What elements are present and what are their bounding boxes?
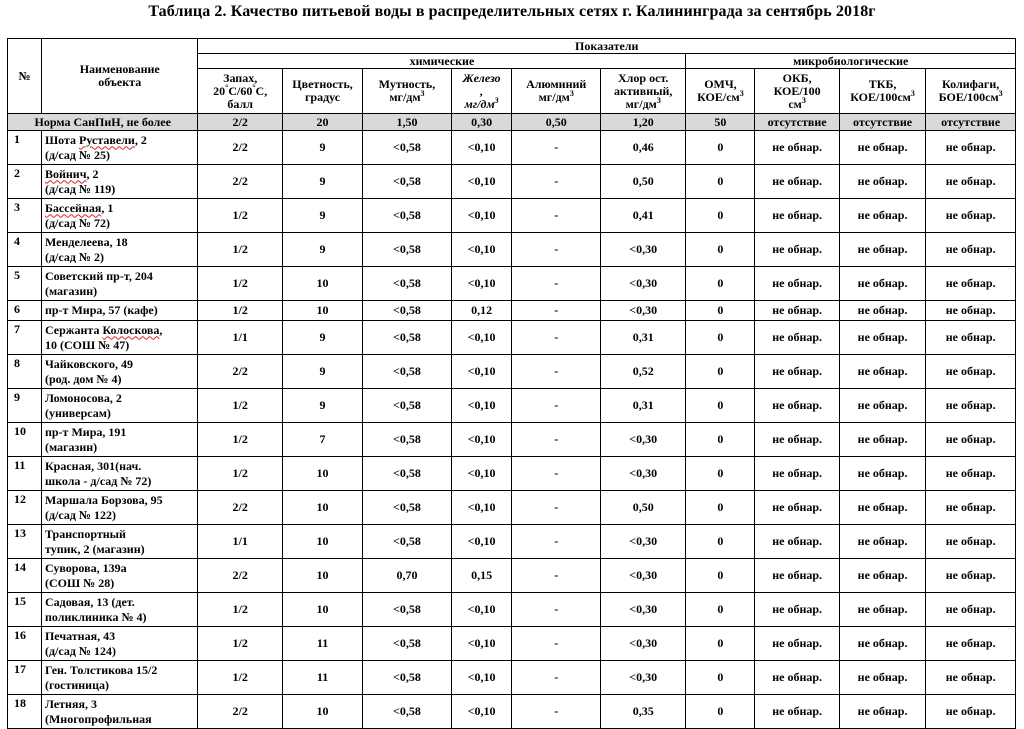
cell-value: 0: [686, 593, 755, 627]
header-indicators: Показатели: [198, 39, 1016, 54]
row-number: 15: [8, 593, 42, 627]
cell-value: <0,58: [363, 627, 452, 661]
norm-value: 1,50: [363, 114, 452, 131]
cell-value: не обнар.: [755, 491, 839, 525]
object-name-line2: школа - д/сад № 72): [44, 473, 152, 488]
cell-value: <0,58: [363, 267, 452, 301]
cell-value: 7: [282, 423, 362, 457]
cell-value: <0,10: [451, 321, 512, 355]
table-row: [8, 457, 1016, 491]
cell-value: 11: [282, 661, 362, 695]
header-turbidity: Мутность, $мг/дм^3$: [363, 69, 452, 114]
row-number: 4: [8, 233, 42, 267]
cell-value: 1/1: [198, 321, 282, 355]
cell-value: не обнар.: [839, 695, 925, 729]
object-name: [41, 423, 198, 457]
cell-value: <0,58: [363, 233, 452, 267]
cell-value: 0,50: [600, 165, 685, 199]
cell-value: 10: [282, 491, 362, 525]
object-name: [41, 559, 198, 593]
cell-value: <0,10: [451, 355, 512, 389]
cell-value: не обнар.: [839, 593, 925, 627]
object-name-line1: Ломоносова, 2: [44, 390, 122, 405]
row-number: 13: [8, 525, 42, 559]
cell-value: <0,10: [451, 423, 512, 457]
cell-value: не обнар.: [926, 131, 1016, 165]
water-quality-table: [7, 38, 1016, 729]
object-name-line1: Советский пр-т, 204: [44, 268, 153, 283]
cell-value: не обнар.: [839, 423, 925, 457]
table-row: [8, 131, 1016, 165]
cell-value: 1/2: [198, 233, 282, 267]
cell-value: не обнар.: [839, 165, 925, 199]
cell-value: <0,30: [600, 233, 685, 267]
cell-value: 0: [686, 355, 755, 389]
cell-value: 9: [282, 165, 362, 199]
header-coliphages: Колифаги, БОЕ/$100см^3$: [926, 69, 1016, 114]
cell-value: -: [512, 233, 601, 267]
cell-value: <0,10: [451, 593, 512, 627]
cell-value: 1/2: [198, 457, 282, 491]
cell-value: 0: [686, 525, 755, 559]
cell-value: 0: [686, 491, 755, 525]
cell-value: не обнар.: [839, 355, 925, 389]
cell-value: не обнар.: [926, 321, 1016, 355]
table-row: [8, 593, 1016, 627]
norm-value: 0,50: [512, 114, 601, 131]
cell-value: 10: [282, 559, 362, 593]
cell-value: <0,10: [451, 199, 512, 233]
cell-value: 0,50: [600, 491, 685, 525]
cell-value: <0,58: [363, 389, 452, 423]
cell-value: не обнар.: [755, 301, 839, 321]
header-object-name: Наименование объекта: [41, 39, 198, 114]
cell-value: -: [512, 695, 601, 729]
object-name-line2: (СОШ № 28): [44, 575, 115, 590]
cell-value: не обнар.: [755, 593, 839, 627]
cell-value: 0,70: [363, 559, 452, 593]
table-row: [8, 627, 1016, 661]
cell-value: -: [512, 423, 601, 457]
cell-value: <0,58: [363, 301, 452, 321]
cell-value: <0,58: [363, 355, 452, 389]
object-name: [41, 165, 198, 199]
row-number: 6: [8, 301, 42, 321]
row-number: 11: [8, 457, 42, 491]
cell-value: <0,58: [363, 199, 452, 233]
cell-value: не обнар.: [926, 457, 1016, 491]
cell-value: <0,10: [451, 491, 512, 525]
cell-value: <0,10: [451, 165, 512, 199]
object-name: [41, 321, 198, 355]
cell-value: <0,58: [363, 165, 452, 199]
cell-value: -: [512, 165, 601, 199]
row-number: 8: [8, 355, 42, 389]
cell-value: 0: [686, 267, 755, 301]
cell-value: 0: [686, 321, 755, 355]
cell-value: <0,30: [600, 301, 685, 321]
cell-value: не обнар.: [926, 661, 1016, 695]
cell-value: 2/2: [198, 559, 282, 593]
header-chlorine: Хлор ост. активный, $мг/дм^3$: [600, 69, 685, 114]
cell-value: не обнар.: [926, 593, 1016, 627]
object-name-line2: (гостиница): [44, 677, 109, 692]
object-name-line1: Менделеева, 18: [44, 234, 128, 249]
object-name-line2: 10 (СОШ № 47): [44, 337, 130, 352]
object-name: [41, 695, 198, 729]
table-row: [8, 233, 1016, 267]
cell-value: <0,10: [451, 525, 512, 559]
object-name: [41, 627, 198, 661]
table-row: [8, 355, 1016, 389]
cell-value: 0,46: [600, 131, 685, 165]
norm-value: 2/2: [198, 114, 282, 131]
cell-value: -: [512, 131, 601, 165]
object-name-line1: пр-т Мира, 191: [44, 424, 127, 439]
header-num: №: [8, 39, 42, 114]
norm-value: отсутствие: [839, 114, 925, 131]
cell-value: 1/2: [198, 199, 282, 233]
cell-value: 9: [282, 389, 362, 423]
cell-value: не обнар.: [839, 525, 925, 559]
norm-value: 0,30: [451, 114, 512, 131]
cell-value: не обнар.: [755, 559, 839, 593]
header-tkb: ТКБ, КОЕ/$100см^3$: [839, 69, 925, 114]
cell-value: 10: [282, 593, 362, 627]
cell-value: 1/2: [198, 267, 282, 301]
cell-value: 9: [282, 233, 362, 267]
object-name-line1: Ген. Толстикова 15/2: [44, 662, 158, 677]
norm-value: 1,20: [600, 114, 685, 131]
cell-value: 10: [282, 267, 362, 301]
object-name-line1: Красная, 301(нач.: [44, 458, 142, 473]
cell-value: 11: [282, 627, 362, 661]
cell-value: не обнар.: [926, 165, 1016, 199]
cell-value: 0: [686, 199, 755, 233]
cell-value: 0: [686, 301, 755, 321]
cell-value: -: [512, 627, 601, 661]
object-name-line1: Чайковского, 49: [44, 356, 134, 371]
cell-value: -: [512, 525, 601, 559]
cell-value: 2/2: [198, 491, 282, 525]
cell-value: 0,31: [600, 321, 685, 355]
object-name-line2: (Многопрофильная: [44, 711, 152, 726]
cell-value: 2/2: [198, 165, 282, 199]
cell-value: не обнар.: [839, 321, 925, 355]
cell-value: 1/2: [198, 593, 282, 627]
cell-value: 0,15: [451, 559, 512, 593]
cell-value: <0,10: [451, 661, 512, 695]
cell-value: <0,30: [600, 525, 685, 559]
cell-value: не обнар.: [926, 355, 1016, 389]
cell-value: не обнар.: [839, 267, 925, 301]
object-name: [41, 355, 198, 389]
cell-value: 0: [686, 661, 755, 695]
row-number: 1: [8, 131, 42, 165]
table-row: [8, 423, 1016, 457]
header-aluminium: Алюминий $мг/дм^3$: [512, 69, 601, 114]
row-number: 9: [8, 389, 42, 423]
cell-value: 9: [282, 321, 362, 355]
cell-value: <0,58: [363, 321, 452, 355]
cell-value: не обнар.: [755, 165, 839, 199]
cell-value: 1/1: [198, 525, 282, 559]
norm-row: [8, 114, 1016, 131]
cell-value: <0,30: [600, 423, 685, 457]
cell-value: -: [512, 457, 601, 491]
cell-value: 10: [282, 457, 362, 491]
norm-label: Норма СанПиН, не более: [8, 114, 198, 131]
row-number: 14: [8, 559, 42, 593]
cell-value: не обнар.: [926, 199, 1016, 233]
cell-value: не обнар.: [755, 233, 839, 267]
cell-value: не обнар.: [926, 423, 1016, 457]
object-name-line2: (д/сад № 122): [44, 507, 116, 522]
cell-value: не обнар.: [839, 389, 925, 423]
cell-value: <0,58: [363, 457, 452, 491]
table-row: [8, 321, 1016, 355]
cell-value: <0,30: [600, 457, 685, 491]
cell-value: <0,30: [600, 593, 685, 627]
object-name-line2: поликлиника № 4): [44, 609, 147, 624]
cell-value: не обнар.: [755, 661, 839, 695]
cell-value: не обнар.: [926, 233, 1016, 267]
cell-value: 1/2: [198, 301, 282, 321]
cell-value: <0,30: [600, 661, 685, 695]
cell-value: не обнар.: [755, 627, 839, 661]
header-smell: Запах, 20°C/60°C, балл: [198, 69, 282, 114]
cell-value: <0,10: [451, 457, 512, 491]
object-name-line2: (д/сад № 119): [44, 181, 116, 196]
cell-value: -: [512, 593, 601, 627]
header-okb: ОКБ, КОЕ/100 $см^3$: [755, 69, 839, 114]
cell-value: <0,10: [451, 389, 512, 423]
cell-value: не обнар.: [755, 267, 839, 301]
cell-value: не обнар.: [755, 525, 839, 559]
table-row: [8, 267, 1016, 301]
cell-value: 0,12: [451, 301, 512, 321]
cell-value: -: [512, 267, 601, 301]
object-name-line1: Печатная, 43: [44, 628, 116, 643]
object-name-line2: (магазин): [44, 283, 98, 298]
object-name-line1: Войнич, 2: [44, 166, 99, 181]
cell-value: <0,30: [600, 559, 685, 593]
cell-value: <0,58: [363, 525, 452, 559]
cell-value: не обнар.: [926, 559, 1016, 593]
cell-value: не обнар.: [926, 267, 1016, 301]
table-row: [8, 661, 1016, 695]
cell-value: <0,58: [363, 695, 452, 729]
cell-value: не обнар.: [755, 199, 839, 233]
cell-value: <0,58: [363, 661, 452, 695]
table-row: [8, 695, 1016, 729]
object-name-line1: Сержанта Колоскова,: [44, 322, 163, 337]
header-iron: Железо , $мг/дм^3$: [451, 69, 512, 114]
table-row: [8, 165, 1016, 199]
cell-value: <0,30: [600, 267, 685, 301]
cell-value: не обнар.: [839, 131, 925, 165]
cell-value: <0,58: [363, 131, 452, 165]
object-name: [41, 491, 198, 525]
cell-value: -: [512, 661, 601, 695]
cell-value: 2/2: [198, 695, 282, 729]
object-name: [41, 593, 198, 627]
object-name-line2: (универсам): [44, 405, 111, 420]
object-name-line1: пр-т Мира, 57 (кафе): [44, 303, 158, 317]
cell-value: не обнар.: [839, 199, 925, 233]
cell-value: 0: [686, 165, 755, 199]
norm-value: отсутствие: [755, 114, 839, 131]
cell-value: не обнар.: [755, 389, 839, 423]
row-number: 7: [8, 321, 42, 355]
cell-value: 10: [282, 301, 362, 321]
cell-value: 0: [686, 233, 755, 267]
object-name-line2: (д/сад № 2): [44, 249, 104, 264]
cell-value: 0: [686, 131, 755, 165]
cell-value: не обнар.: [839, 457, 925, 491]
cell-value: 0,41: [600, 199, 685, 233]
cell-value: не обнар.: [926, 301, 1016, 321]
cell-value: -: [512, 199, 601, 233]
object-name: [41, 525, 198, 559]
cell-value: 2/2: [198, 131, 282, 165]
cell-value: 0: [686, 457, 755, 491]
row-number: 2: [8, 165, 42, 199]
object-name-line1: Бассейная, 1: [44, 200, 114, 215]
cell-value: -: [512, 559, 601, 593]
cell-value: не обнар.: [755, 131, 839, 165]
norm-value: 50: [686, 114, 755, 131]
object-name: [41, 233, 198, 267]
object-name-line1: Летняя, 3: [44, 696, 97, 711]
cell-value: <0,10: [451, 131, 512, 165]
cell-value: 10: [282, 695, 362, 729]
object-name-line2: (д/сад № 124): [44, 643, 116, 658]
object-name: [41, 457, 198, 491]
cell-value: 0,35: [600, 695, 685, 729]
cell-value: 2/2: [198, 355, 282, 389]
cell-value: 0,31: [600, 389, 685, 423]
cell-value: 0,52: [600, 355, 685, 389]
table-row: [8, 525, 1016, 559]
object-name-line1: Транспортный: [44, 526, 126, 541]
object-name-line2: (род. дом № 4): [44, 371, 122, 386]
header-color: Цветность, градус: [282, 69, 362, 114]
cell-value: <0,10: [451, 627, 512, 661]
cell-value: не обнар.: [755, 695, 839, 729]
cell-value: не обнар.: [839, 233, 925, 267]
cell-value: 1/2: [198, 627, 282, 661]
cell-value: не обнар.: [755, 321, 839, 355]
cell-value: не обнар.: [926, 491, 1016, 525]
cell-value: <0,30: [600, 627, 685, 661]
header-omch: ОМЧ, КОЕ/$см^3$: [686, 69, 755, 114]
cell-value: 0: [686, 423, 755, 457]
cell-value: не обнар.: [755, 457, 839, 491]
cell-value: не обнар.: [839, 301, 925, 321]
cell-value: не обнар.: [926, 627, 1016, 661]
norm-value: отсутствие: [926, 114, 1016, 131]
row-number: 17: [8, 661, 42, 695]
cell-value: 1/2: [198, 661, 282, 695]
cell-value: 0: [686, 627, 755, 661]
cell-value: <0,58: [363, 593, 452, 627]
cell-value: -: [512, 491, 601, 525]
table-title: Таблица 2. Качество питьевой воды в распределительных сетях г. Калининграда за сентябрь 2018г: [148, 3, 876, 20]
object-name-line1: Шота Руставели, 2: [44, 132, 147, 147]
object-name: [41, 131, 198, 165]
cell-value: 10: [282, 525, 362, 559]
row-number: 18: [8, 695, 42, 729]
object-name-line1: Садовая, 13 (дет.: [44, 594, 135, 609]
table-row: [8, 491, 1016, 525]
cell-value: <0,10: [451, 267, 512, 301]
cell-value: 9: [282, 131, 362, 165]
object-name-line1: Маршала Борзова, 95: [44, 492, 163, 507]
cell-value: не обнар.: [926, 389, 1016, 423]
table-row: [8, 301, 1016, 321]
cell-value: 9: [282, 355, 362, 389]
object-name: [41, 267, 198, 301]
cell-value: 1/2: [198, 423, 282, 457]
cell-value: 0: [686, 559, 755, 593]
cell-value: не обнар.: [755, 355, 839, 389]
row-number: 12: [8, 491, 42, 525]
cell-value: не обнар.: [755, 423, 839, 457]
cell-value: -: [512, 321, 601, 355]
object-name: [41, 301, 198, 321]
cell-value: 9: [282, 199, 362, 233]
table-row: [8, 199, 1016, 233]
cell-value: не обнар.: [839, 661, 925, 695]
table-row: [8, 389, 1016, 423]
cell-value: -: [512, 389, 601, 423]
row-number: 3: [8, 199, 42, 233]
object-name: [41, 661, 198, 695]
object-name-line2: (д/сад № 25): [44, 147, 110, 162]
cell-value: 0: [686, 389, 755, 423]
cell-value: <0,58: [363, 491, 452, 525]
object-name: [41, 389, 198, 423]
header-chemical: химические: [198, 54, 686, 69]
object-name-line2: (магазин): [44, 439, 98, 454]
cell-value: не обнар.: [926, 695, 1016, 729]
cell-value: 0: [686, 695, 755, 729]
cell-value: <0,58: [363, 423, 452, 457]
cell-value: -: [512, 355, 601, 389]
object-name-line1: Суворова, 139а: [44, 560, 127, 575]
row-number: 16: [8, 627, 42, 661]
row-number: 10: [8, 423, 42, 457]
header-microbiological: микробиологические: [686, 54, 1016, 69]
object-name-line2: тупик, 2 (магазин): [44, 541, 145, 556]
table-row: [8, 559, 1016, 593]
norm-value: 20: [282, 114, 362, 131]
object-name-line2: (д/сад № 72): [44, 215, 110, 230]
cell-value: <0,10: [451, 695, 512, 729]
cell-value: <0,10: [451, 233, 512, 267]
object-name: [41, 199, 198, 233]
cell-value: -: [512, 301, 601, 321]
row-number: 5: [8, 267, 42, 301]
cell-value: не обнар.: [839, 627, 925, 661]
cell-value: не обнар.: [839, 559, 925, 593]
cell-value: не обнар.: [839, 491, 925, 525]
cell-value: 1/2: [198, 389, 282, 423]
cell-value: не обнар.: [926, 525, 1016, 559]
